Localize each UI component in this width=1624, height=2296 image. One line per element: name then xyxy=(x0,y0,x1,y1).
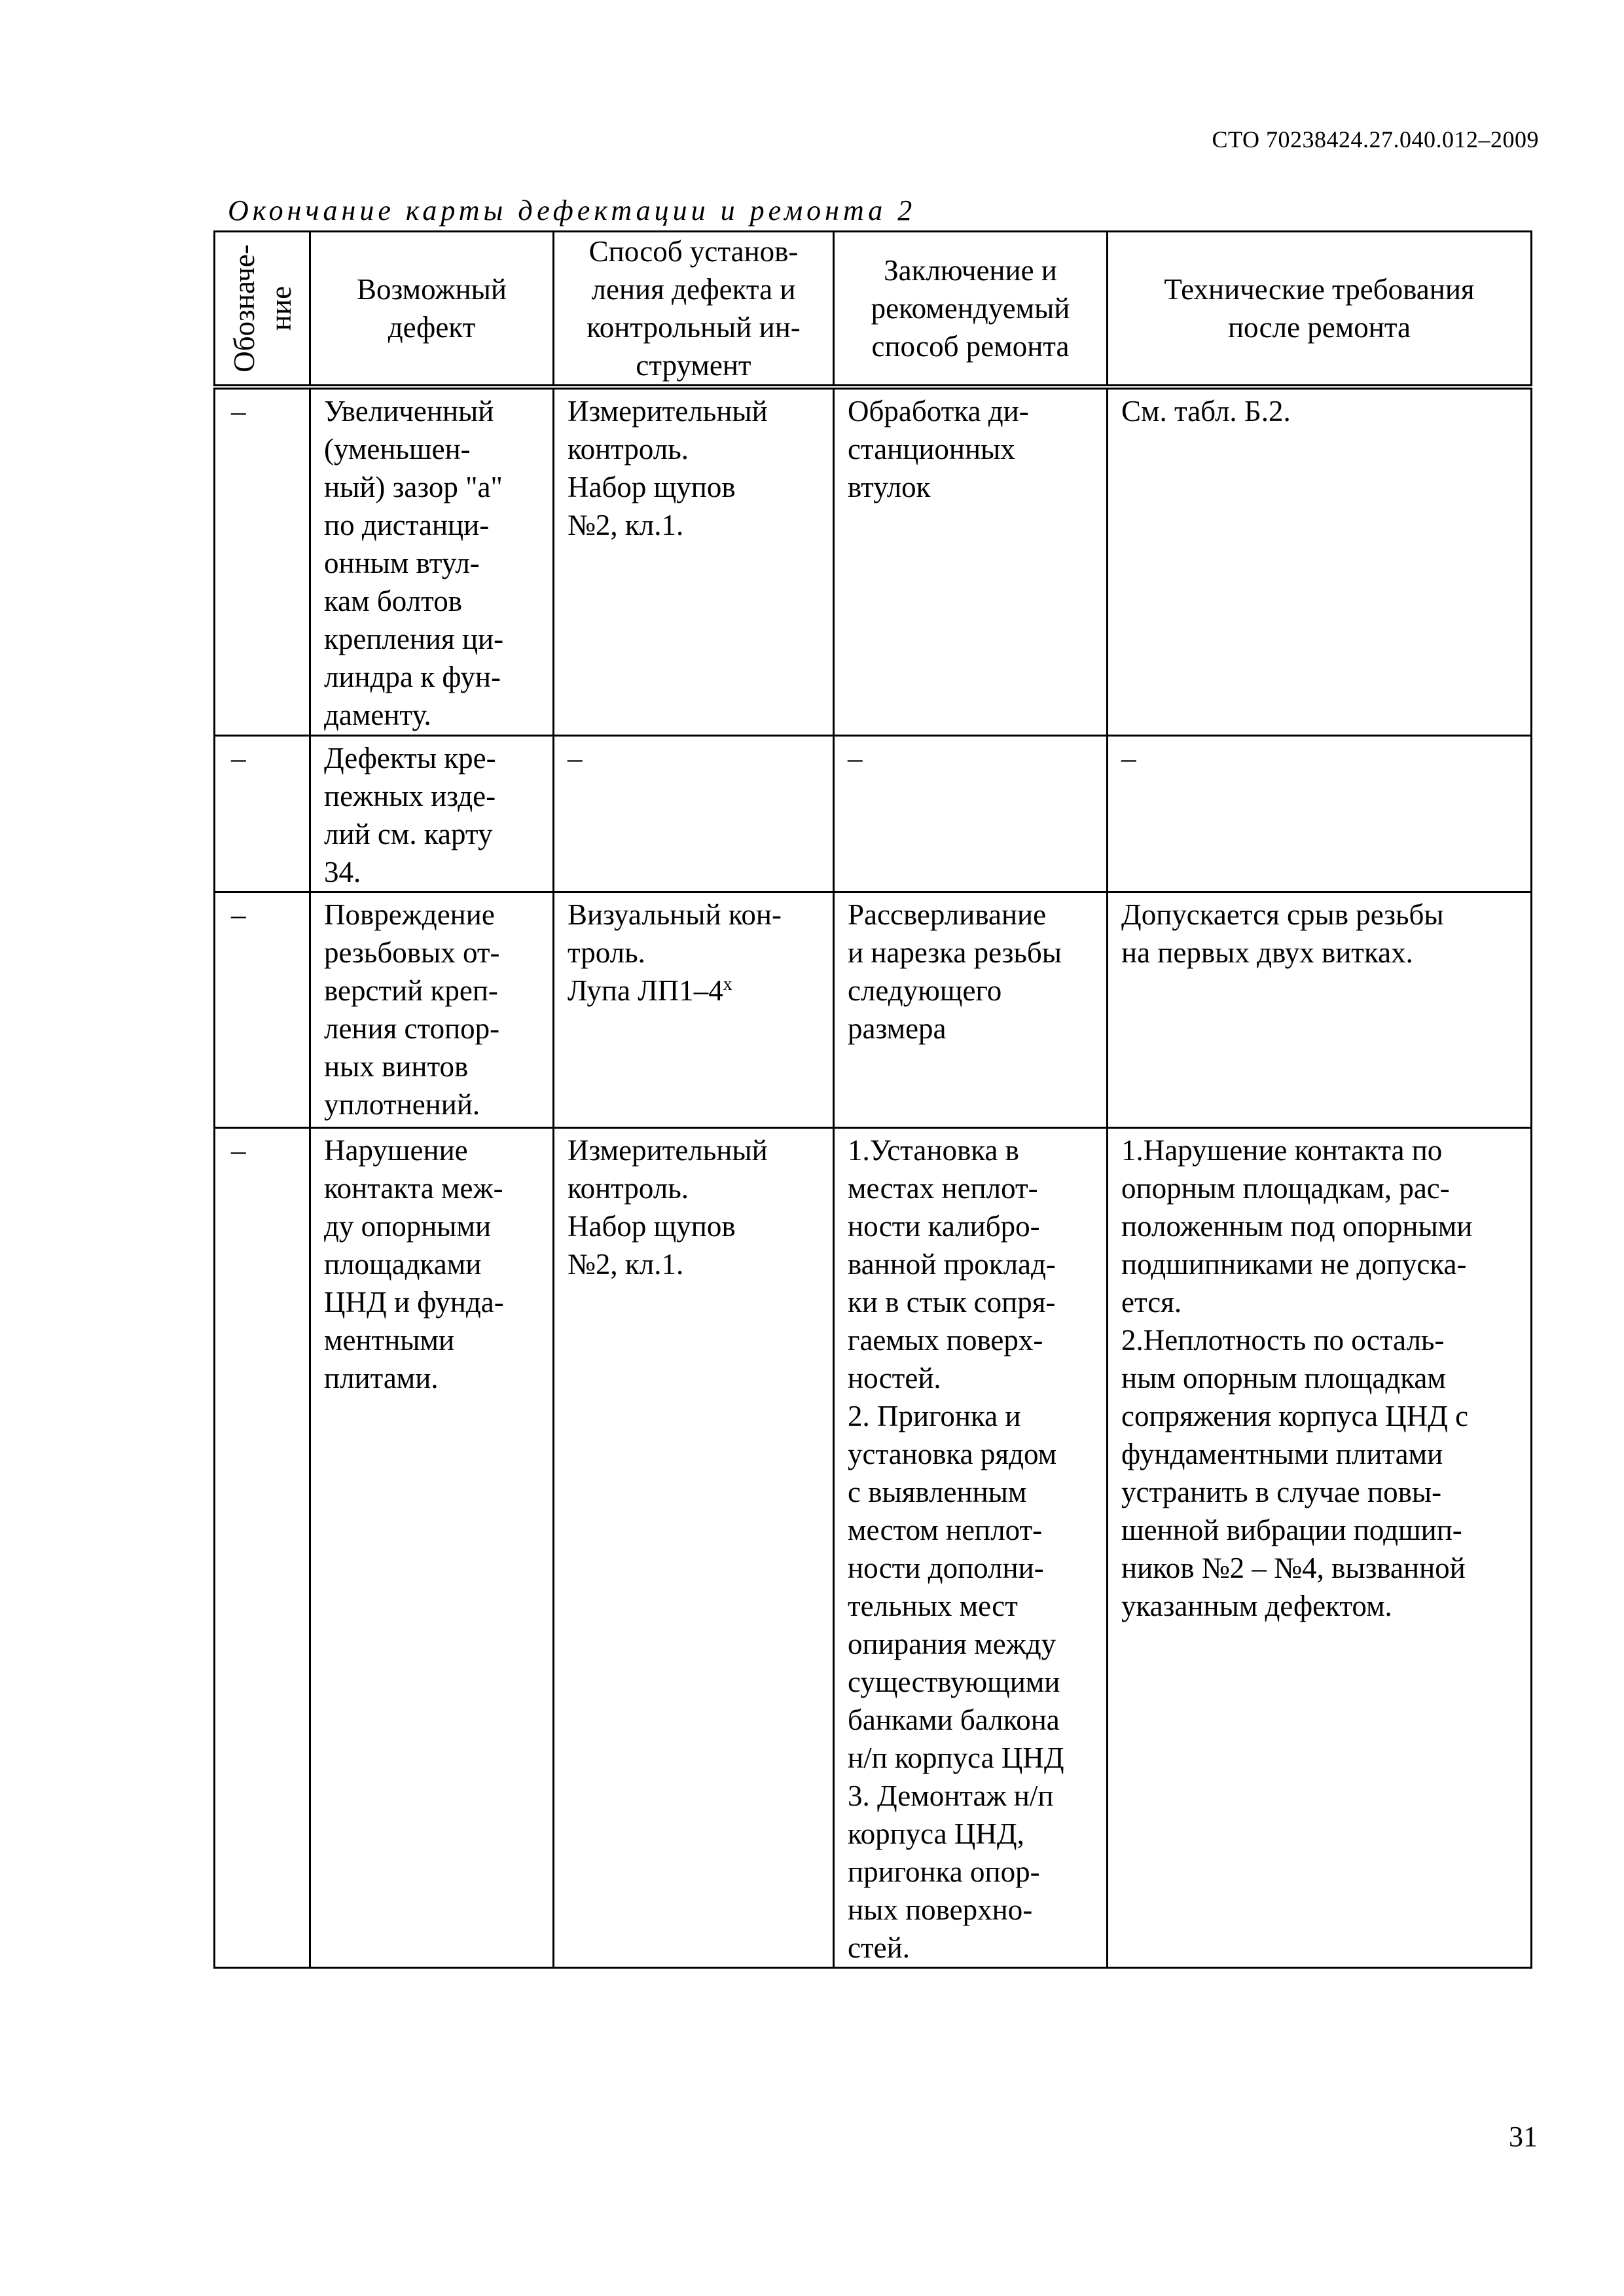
cell-repair xyxy=(834,892,1108,1127)
column-header-designation xyxy=(215,232,310,388)
cell-requirements xyxy=(1108,735,1532,892)
cell-designation-text: – xyxy=(231,898,246,931)
cell-requirements xyxy=(1108,1127,1532,1967)
column-header-method-label: Способ установ- ления дефекта и контрольный ин- струмент xyxy=(586,235,801,382)
column-header-repair xyxy=(834,232,1108,388)
cell-repair-text: – xyxy=(848,741,863,774)
cell-method-text: Измерительный контроль. Набор щупов №2, кл.1. xyxy=(568,1133,768,1281)
table-row xyxy=(215,1127,1532,1967)
cell-designation xyxy=(215,1127,310,1967)
cell-repair xyxy=(834,1127,1108,1967)
cell-defect-text: Дефекты кре- пежных изде- лий см. карту 34. xyxy=(324,741,496,888)
cell-method xyxy=(554,735,834,892)
table-row xyxy=(215,387,1532,735)
cell-method xyxy=(554,387,834,735)
table-row xyxy=(215,735,1532,892)
cell-requirements-text: См. табл. Б.2. xyxy=(1121,395,1291,428)
table-row xyxy=(215,892,1532,1127)
cell-defect xyxy=(310,387,554,735)
column-header-requirements xyxy=(1108,232,1532,388)
cell-requirements-text: 1.Нарушение контакта по опорным площадкам, рас- положенным под опорными подшипниками не допуска- ется. 2.Неплотность по осталь- ным опорным площадкам сопряжения корпуса ЦНД с фундаментными плитами устранить в случае повы- шенной вибрации подшип- ников №2 – №4, вызванной указанным дефектом. xyxy=(1121,1133,1473,1622)
cell-repair xyxy=(834,735,1108,892)
column-header-requirements-label: Технические требования после ремонта xyxy=(1164,273,1475,344)
column-header-method xyxy=(554,232,834,388)
cell-requirements-text: Допускается срыв резьбы на первых двух витках. xyxy=(1121,898,1444,969)
document-code: СТО 70238424.27.040.012–2009 xyxy=(1212,126,1539,153)
table-header-row xyxy=(215,232,1532,388)
column-header-defect-label: Возможный дефект xyxy=(357,273,507,344)
cell-defect xyxy=(310,892,554,1127)
cell-repair xyxy=(834,387,1108,735)
column-header-designation-label: Обозначе- ние xyxy=(227,244,297,373)
cell-designation-text: – xyxy=(231,741,246,774)
cell-method-text: – xyxy=(568,741,583,774)
defect-repair-table xyxy=(213,230,1532,1969)
cell-method-text: Визуальный кон- троль. Лупа ЛП1–4 xyxy=(568,898,782,1007)
cell-method-superscript: х xyxy=(723,974,732,994)
column-header-repair-label: Заключение и рекомендуемый способ ремонта xyxy=(871,254,1070,363)
page-number: 31 xyxy=(1509,2121,1538,2153)
cell-requirements xyxy=(1108,387,1532,735)
cell-requirements-text: – xyxy=(1121,741,1136,774)
cell-designation-text: – xyxy=(231,395,246,428)
cell-defect-text: Увеличенный (уменьшен- ный) зазор "а" по дистанци- онным втул- кам болтов крепления ци- линдра к фун- даменту. xyxy=(324,395,504,731)
cell-designation-text: – xyxy=(231,1133,246,1167)
cell-repair-text: Рассверливание и нарезка резьбы следующего размера xyxy=(848,898,1062,1045)
cell-method xyxy=(554,1127,834,1967)
cell-designation xyxy=(215,387,310,735)
cell-repair-text: Обработка ди- станционных втулок xyxy=(848,395,1029,503)
cell-repair-text: 1.Установка в местах неплот- ности калибро- ванной проклад- ки в стык сопря- гаемых поверх- ностей. 2. Пригонка и установка рядом с выявленным местом неплот- ности дополни- тельных мест опирания между существующими банками балкона н/п корпуса ЦНД 3. Демонтаж н/п корпуса ЦНД, пригонка опор- ных поверхно- стей. xyxy=(848,1133,1064,1964)
table-caption: Окончание карты дефектации и ремонта 2 xyxy=(228,194,916,227)
cell-defect xyxy=(310,1127,554,1967)
cell-requirements xyxy=(1108,892,1532,1127)
cell-defect xyxy=(310,735,554,892)
cell-designation xyxy=(215,892,310,1127)
table-body xyxy=(215,387,1532,1967)
column-header-defect xyxy=(310,232,554,388)
cell-method-text: Измерительный контроль. Набор щупов №2, кл.1. xyxy=(568,395,768,541)
cell-designation xyxy=(215,735,310,892)
cell-defect-text: Повреждение резьбовых от- верстий креп- ления стопор- ных винтов уплотнений. xyxy=(324,898,500,1121)
cell-method xyxy=(554,892,834,1127)
cell-defect-text: Нарушение контакта меж- ду опорными площадками ЦНД и фунда- ментными плитами. xyxy=(324,1133,504,1394)
